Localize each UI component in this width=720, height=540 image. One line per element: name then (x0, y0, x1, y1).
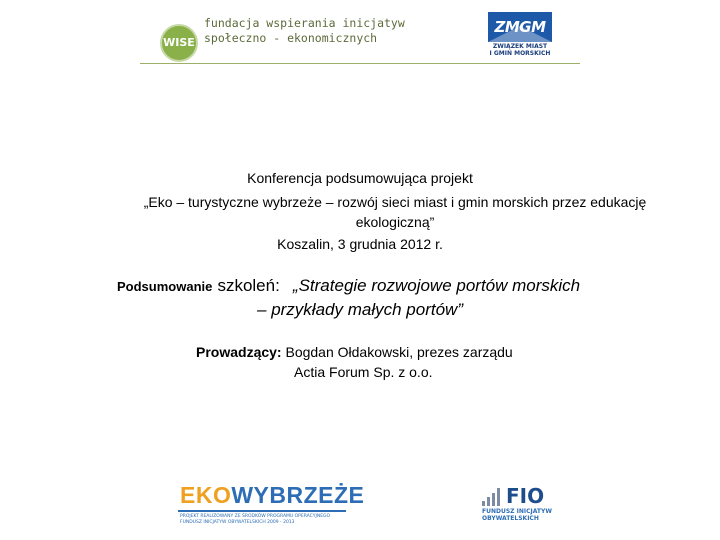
eko-wybrzeze-logo (178, 482, 365, 528)
zmgm-logo-line2: I GMIN MORSKICH (489, 50, 551, 57)
eko-caption-line2: FUNDUSZ INICJATYW OBYWATELSKICH 2009 - 2013 (180, 520, 295, 525)
zmgm-logo-line1: ZWIĄZEK MIAST (492, 43, 548, 50)
wise-logo-line1: fundacja wspierania inicjatyw (204, 16, 405, 30)
eko-wordmark-part2: WYBRZEŻE (231, 482, 365, 508)
summary-label: Podsumowanie (117, 279, 213, 294)
wise-foundation-logo (160, 14, 405, 60)
summary-title-line2: – przykłady małych portów” (257, 300, 463, 319)
wise-logo-text (188, 16, 405, 46)
eko-wordmark-part1: EKO (180, 482, 232, 508)
header-divider (140, 63, 580, 64)
summary-topic: szkoleń: (217, 276, 280, 295)
zmgm-logo (486, 12, 554, 62)
host-line1 (196, 342, 616, 362)
fio-caption-line1: FUNDUSZ INICJATYW (482, 508, 552, 515)
summary-heading (117, 276, 677, 296)
host-label: Prowadzący: (196, 344, 282, 360)
host-info (196, 342, 616, 382)
zmgm-logo-letters: ZMGM (494, 18, 546, 36)
wise-logo-line2: społeczno - ekonomicznych (204, 31, 378, 45)
eko-caption-line1: PROJEKT REALIZOWANY ZE ŚRODKÓW PROGRAMU OPERACYJNEGO (180, 514, 331, 519)
fio-wordmark: FIO (506, 484, 545, 508)
conference-title: Konferencja podsumowująca projekt (247, 170, 473, 186)
eko-wybrzeze-wordmark (180, 482, 364, 509)
fio-logo-caption (482, 508, 558, 522)
host-company: Actia Forum Sp. z o.o. (294, 364, 433, 380)
eko-logo-caption (180, 514, 350, 526)
zmgm-logo-mark (488, 12, 552, 42)
bar-graph-icon (482, 488, 502, 506)
project-name: „Eko – turystyczne wybrzeże – rozwój sieci miast i gmin morskich przez edukację ekologiczną” (143, 194, 647, 230)
summary-title-line1: „Strategie rozwojowe portów morskich (292, 276, 581, 295)
conference-date: Koszalin, 3 grudnia 2012 r. (277, 236, 443, 252)
zmgm-logo-text (486, 43, 554, 57)
wise-logo-mark: WISE (160, 24, 198, 62)
host-name: Bogdan Ołdakowski, prezes zarządu (285, 344, 513, 360)
fio-logo (480, 484, 560, 526)
fio-caption-line2: OBYWATELSKICH (482, 515, 539, 522)
eko-logo-underline (178, 510, 346, 512)
